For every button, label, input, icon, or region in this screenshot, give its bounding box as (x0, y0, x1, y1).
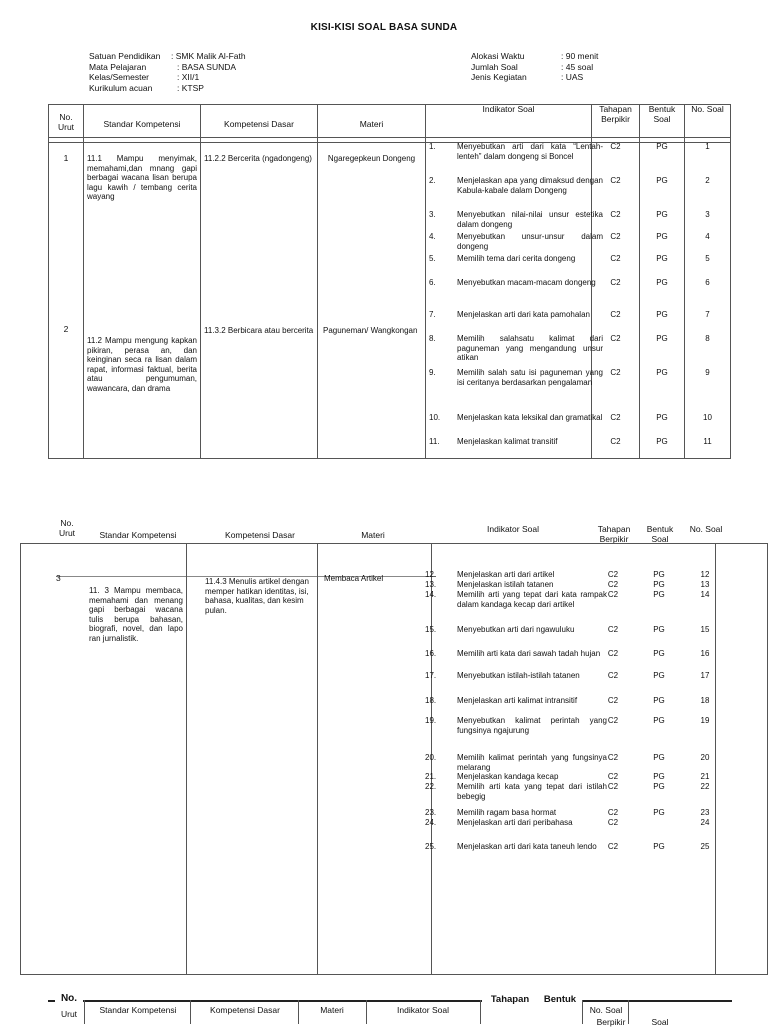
indicator-label: Memilih arti yang tepat dari kata rampak dalam kandaga kecap dari artikel (457, 590, 607, 609)
bentuk-soal: PG (656, 334, 668, 343)
nomor-soal: 5 (705, 254, 710, 263)
tahapan-berpikir: C2 (610, 232, 621, 241)
indicator-text (429, 413, 603, 423)
tahapan-berpikir: C2 (607, 818, 619, 827)
tahapan-berpikir: C2 (607, 625, 619, 634)
header-no-soal: No. Soal (589, 1005, 623, 1015)
tahapan-berpikir: C2 (610, 176, 621, 185)
meta-right (471, 51, 598, 83)
indicator-label: Menyebutkan arti dari kata “Lentah-lenteh” dalam dongeng si Boncel (457, 142, 603, 161)
indicator-text (425, 570, 607, 580)
header-no-line2: Urut (57, 122, 75, 132)
indicator-text (429, 210, 603, 229)
bentuk-soal: PG (656, 210, 668, 219)
meta-label: Jumlah Soal (471, 61, 518, 72)
nomor-soal: 16 (700, 649, 710, 658)
header-indikator: Indikator Soal (482, 104, 535, 114)
indicator-text (429, 254, 603, 264)
indicator-number: 11. (429, 437, 440, 446)
header-no-line1: No. (59, 112, 73, 122)
indicator-text (429, 334, 603, 363)
indicator-number: 4. (429, 232, 436, 241)
header-standar: Standar Kompetensi (103, 119, 181, 129)
meta-value: : 45 soal (561, 61, 594, 72)
indicator-number: 25. (425, 842, 437, 851)
nomor-soal: 13 (700, 580, 710, 589)
tahapan-berpikir: C2 (607, 590, 619, 599)
tahapan-berpikir: C2 (607, 842, 619, 851)
header-kompetensi: Kompetensi Dasar (225, 530, 295, 540)
nomor-soal: 15 (700, 625, 710, 634)
indicator-number: 23. (425, 808, 437, 817)
bentuk-soal: PG (653, 753, 665, 762)
indicator-label: Memilih arti kata dari sawah tadah hujan (457, 649, 601, 658)
indicator-label: Menyebutkan kalimat perintah yang fungsinya ngajurung (457, 716, 607, 735)
indicator-number: 15. (425, 625, 437, 634)
header-no-line2: Urut (58, 528, 76, 538)
nomor-soal: 18 (700, 696, 710, 705)
indicator-number: 2. (429, 176, 436, 185)
tahapan-berpikir: C2 (610, 254, 621, 263)
header-no-urut (49, 112, 83, 132)
tahapan-berpikir: C2 (610, 334, 621, 343)
indicator-label: Menjelaskan arti kalimat intransitif (457, 696, 578, 705)
indicator-number: 5. (429, 254, 436, 263)
header-tahapan: Tahapan (482, 995, 538, 1005)
indicator-label: Memilih kalimat perintah yang fungsinya melarang (457, 753, 607, 772)
nomor-soal: 25 (700, 842, 710, 851)
indicator-text (425, 782, 607, 801)
indicator-label: Menyebutkan unsur-unsur dalam dongeng (457, 232, 603, 251)
header-materi: Materi (320, 1005, 344, 1015)
materi: Ngaregepkeun Dongeng (327, 154, 416, 163)
header-no-line1: No. (60, 518, 74, 528)
nomor-soal: 21 (700, 772, 710, 781)
indicator-number: 12. (425, 570, 437, 579)
indicator-number: 3. (429, 210, 436, 219)
header-materi: Materi (359, 119, 384, 129)
indicator-text (425, 772, 607, 782)
header-bentuk (640, 524, 680, 544)
nomor-soal: 17 (700, 671, 710, 680)
header-bentuk-line2: Soal (651, 1017, 669, 1027)
tahapan-berpikir: C2 (607, 716, 619, 725)
indicator-label: Memilih arti kata yang tepat dari istilah bebegig (457, 782, 607, 801)
materi: Paguneman/ Wangkongan (323, 326, 418, 335)
indicator-text (425, 808, 607, 818)
bentuk-soal: PG (653, 649, 665, 658)
row-number: 2 (63, 324, 69, 334)
indicator-label: Memilih tema dari cerita dongeng (457, 254, 576, 263)
indicator-text (425, 696, 607, 706)
nomor-soal: 20 (700, 753, 710, 762)
indicator-number: 13. (425, 580, 437, 589)
header-standar: Standar Kompetensi (99, 530, 177, 540)
meta-label: Jenis Kegiatan (471, 72, 527, 82)
tahapan-berpikir: C2 (610, 210, 621, 219)
bentuk-soal: PG (653, 580, 665, 589)
header-tahapan-line1: Tahapan (597, 524, 631, 534)
header-no-soal: No. Soal (691, 104, 724, 114)
header-bentuk (640, 104, 684, 124)
header-bentuk-line2: Soal (653, 114, 671, 124)
header-no-urut (55, 994, 83, 1019)
bentuk-soal: PG (656, 368, 668, 377)
indicator-text (425, 649, 607, 659)
meta-value: : XII/1 (177, 72, 200, 82)
indicator-label: Menyebutkan arti dari ngawuluku (457, 625, 575, 634)
header-tahapan-line2: Berpikir (601, 114, 630, 124)
indicator-label: Menjelaskan apa yang dimaksud dengan Kabula-kabale dalam Dongeng (457, 176, 603, 195)
indicator-label: Menjelaskan kandaga kecap (457, 772, 559, 781)
tahapan-berpikir: C2 (607, 808, 619, 817)
nomor-soal: 14 (700, 590, 710, 599)
meta-value: : UAS (561, 72, 584, 82)
tahapan-berpikir: C2 (610, 278, 621, 287)
header-tahapan-line1: Tahapan (599, 104, 632, 114)
nomor-soal: 3 (705, 210, 710, 219)
bentuk-soal: PG (656, 176, 668, 185)
indicator-number: 19. (425, 716, 437, 725)
kompetensi-dasar: 11.4.3 Menulis artikel dengan memper hatikan identitas, isi, bahasa, kualitas, dan kesim pulan. (205, 577, 309, 615)
bentuk-soal: PG (653, 772, 665, 781)
indicator-text (425, 580, 607, 590)
kompetensi-dasar: 11.3.2 Berbicara atau bercerita (204, 326, 314, 335)
header-tahapan (594, 524, 634, 544)
indicator-number: 21. (425, 772, 437, 781)
tahapan-berpikir: C2 (610, 310, 621, 319)
header-indikator: Indikator Soal (487, 524, 539, 534)
indicator-number: 9. (429, 368, 436, 377)
indicator-text (425, 716, 607, 735)
nomor-soal: 19 (700, 716, 710, 725)
nomor-soal: 2 (705, 176, 710, 185)
indicator-text (429, 232, 603, 251)
header-indikator: Indikator Soal (397, 1005, 449, 1015)
tahapan-berpikir: C2 (610, 413, 621, 422)
header-bentuk: Bentuk (538, 995, 582, 1005)
materi: Membaca Artikel (324, 574, 384, 583)
indicator-label: Memilih salahsatu kalimat dari paguneman yang mengandung unsur atikan (457, 334, 603, 363)
bentuk-soal: PG (653, 842, 665, 851)
meta-value: : KTSP (177, 82, 204, 93)
tahapan-berpikir: C2 (610, 437, 621, 446)
meta-label: Kelas/Semester (89, 72, 149, 82)
tahapan-berpikir: C2 (607, 671, 619, 680)
document-title: KISI-KISI SOAL BASA SUNDA (310, 22, 458, 33)
header-tahapan-line2: Berpikir (599, 534, 629, 544)
header-kompetensi: Kompetensi Dasar (210, 1005, 280, 1015)
standar-kompetensi: 11. 3 Mampu membaca, memahami dan menang gapi berbagai wacana tulis berupa bahasan, biografi, novel, dan lapo ran jurnalistik. (89, 586, 183, 643)
header-bentuk-line2: Soal (651, 534, 669, 544)
standar-kompetensi: 11.1 Mampu menyimak, memahami,dan mnang gapi berbagai wacana lisan berupa lagu kawih / tembang cerita wayang (87, 154, 197, 202)
tahapan-berpikir: C2 (607, 753, 619, 762)
row-number: 1 (63, 153, 69, 163)
meta-value: : BASA SUNDA (177, 61, 237, 72)
meta-value: : SMK Malik Al-Fath (171, 51, 246, 61)
bentuk-soal: PG (656, 413, 668, 422)
bentuk-soal: PG (656, 254, 668, 263)
indicator-label: Memilih salah satu isi paguneman yang isi ceritanya berdasarkan pengalaman (457, 368, 603, 387)
meta-label: Alokasi Waktu (471, 51, 525, 61)
indicator-text (425, 590, 607, 609)
indicator-label: Menjelaskan arti dari kata pamohalan (457, 310, 590, 319)
indicator-number: 6. (429, 278, 436, 287)
indicator-number: 10. (429, 413, 441, 422)
nomor-soal: 22 (700, 782, 710, 791)
indicator-label: Menjelaskan kata leksikal dan gramatikal (457, 413, 603, 422)
indicator-number: 8. (429, 334, 436, 343)
indicator-text (429, 278, 603, 288)
indicator-label: Menjelaskan istilah tatanen (457, 580, 554, 589)
standar-kompetensi: 11.2 Mampu mengung kapkan pikiran, perasa an, dan keinginan seca ra lisan dalam rapat, informasi faktual, berita atau pengumuman, wawancara, dan drama (87, 336, 197, 393)
indicator-text (429, 310, 603, 320)
tahapan-berpikir: C2 (607, 649, 619, 658)
nomor-soal: 23 (700, 808, 710, 817)
nomor-soal: 7 (705, 310, 710, 319)
bentuk-soal: PG (653, 808, 665, 817)
bentuk-soal: PG (656, 142, 668, 151)
header-no-urut (52, 518, 82, 538)
nomor-soal: 4 (705, 232, 710, 241)
nomor-soal: 11 (703, 437, 712, 446)
indicator-number: 24. (425, 818, 437, 827)
header-standar: Standar Kompetensi (99, 1005, 177, 1015)
indicator-number: 22. (425, 782, 437, 791)
tahapan-berpikir: C2 (607, 580, 619, 589)
tahapan-berpikir: C2 (607, 570, 619, 579)
tahapan-berpikir: C2 (607, 782, 619, 791)
bentuk-soal: PG (653, 696, 665, 705)
indicator-text (429, 368, 603, 387)
indicator-text (425, 753, 607, 772)
header-no-line2: Urut (60, 1009, 78, 1019)
kompetensi-dasar: 11.2.2 Bercerita (ngadongeng) (204, 154, 312, 163)
tahapan-berpikir: C2 (607, 696, 619, 705)
indicator-label: Menjelaskan arti dari peribahasa (457, 818, 573, 827)
tahapan-berpikir: C2 (607, 772, 619, 781)
meta-value: : 90 menit (561, 51, 599, 61)
indicator-number: 18. (425, 696, 437, 705)
nomor-soal: 8 (705, 334, 710, 343)
bentuk-soal: PG (653, 625, 665, 634)
bentuk-soal: PG (656, 437, 668, 446)
header-bentuk-line1: Bentuk (646, 524, 674, 534)
nomor-soal: 6 (705, 278, 710, 287)
meta-label: Mata Pelajaran (89, 61, 147, 72)
indicator-text (429, 142, 603, 161)
bentuk-soal: PG (653, 671, 665, 680)
nomor-soal: 9 (705, 368, 710, 377)
indicator-text (429, 176, 603, 195)
indicator-text (425, 842, 607, 852)
header-bentuk-line1: Bentuk (648, 104, 676, 114)
header-materi: Materi (361, 530, 385, 540)
header-tahapan (592, 104, 639, 124)
indicator-label: Memilih ragam basa hormat (457, 808, 557, 817)
meta-label: Satuan Pendidikan (89, 51, 161, 61)
indicator-number: 7. (429, 310, 436, 319)
header-no-soal: No. Soal (689, 524, 723, 534)
meta-left (89, 51, 246, 93)
indicator-text (425, 671, 607, 681)
row-number: 3 (56, 573, 61, 583)
indicator-text (425, 818, 607, 828)
bentuk-soal: PG (656, 232, 668, 241)
indicator-text (425, 625, 607, 635)
bentuk-soal: PG (653, 590, 665, 599)
tahapan-berpikir: C2 (610, 142, 621, 151)
bentuk-soal: PG (656, 310, 668, 319)
tahapan-berpikir: C2 (610, 368, 621, 377)
indicator-label: Menyebutkan istilah-istilah tatanen (457, 671, 580, 680)
bentuk-soal: PG (656, 278, 668, 287)
indicator-label: Menjelaskan arti dari kata taneuh lendo (457, 842, 597, 851)
indicator-label: Menyebutkan macam-macam dongeng (457, 278, 596, 287)
indicator-number: 14. (425, 590, 437, 599)
indicator-label: Menjelaskan arti dari artikel (457, 570, 555, 579)
indicator-number: 16. (425, 649, 437, 658)
nomor-soal: 12 (700, 570, 710, 579)
indicator-number: 17. (425, 671, 437, 680)
indicator-number: 20. (425, 753, 437, 762)
nomor-soal: 1 (705, 142, 710, 151)
bentuk-soal: PG (653, 570, 665, 579)
indicator-label: Menjelaskan kalimat transitif (457, 437, 558, 446)
nomor-soal: 24 (700, 818, 710, 827)
meta-label: Kurikulum acuan (89, 82, 153, 93)
indicator-label: Menyebutkan nilai-nilai unsur estetika dalam dongeng (457, 210, 603, 229)
header-tahapan-line2: Berpikir (596, 1017, 626, 1027)
nomor-soal: 10 (703, 413, 712, 422)
header-kompetensi: Kompetensi Dasar (224, 119, 294, 129)
bentuk-soal: PG (653, 716, 665, 725)
bentuk-soal: PG (653, 782, 665, 791)
indicator-text (429, 437, 603, 447)
header-no-line1: No. (60, 993, 78, 1004)
indicator-number: 1. (429, 142, 436, 151)
